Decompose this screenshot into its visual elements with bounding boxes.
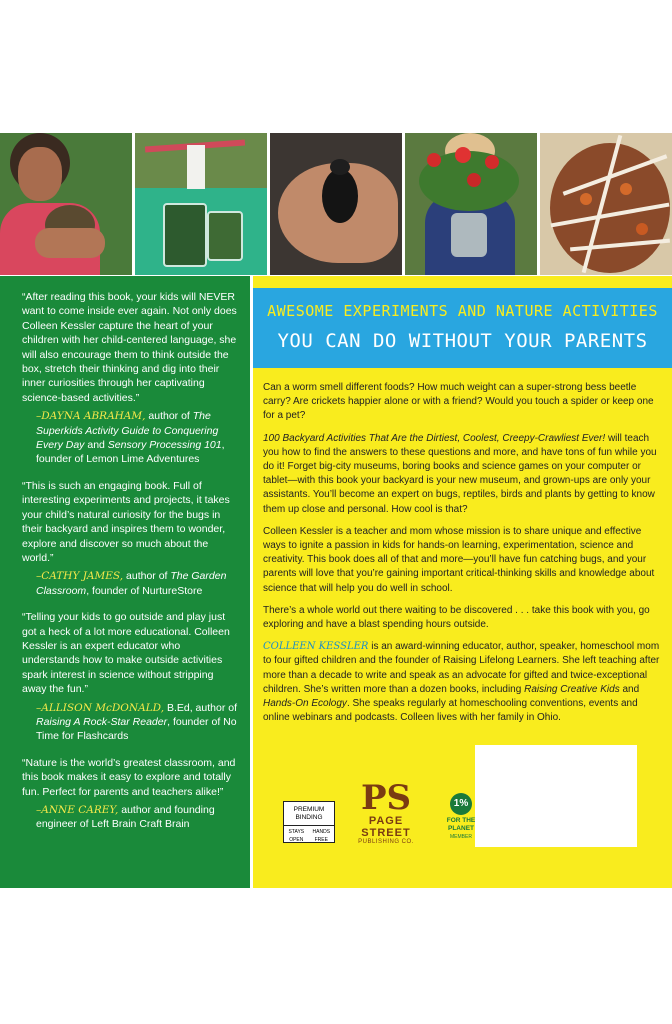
headline-line-2: YOU CAN DO WITHOUT YOUR PARENTS <box>277 330 648 352</box>
testimonial-attribution: –CATHY JAMES, author of The Garden Classroom, founder of NurtureStore <box>36 570 227 597</box>
page-street-mark: PS <box>360 778 412 818</box>
author-name: COLLEEN KESSLER <box>263 641 369 653</box>
paragraph-call-to-action: There’s a whole world out there waiting to be discovered . . . take this book with you, go exploring and have a blast spending hours outside. <box>263 604 650 631</box>
testimonial-quote: “Telling your kids to go outside and play just got a heck of a lot more educational. Colleen Kessler is an expert educator who understands how to make outside activities spark interest in science without stripping away the fun.” <box>22 611 230 696</box>
description-panel <box>253 276 672 888</box>
testimonial-quote: “After reading this book, your kids will NEVER want to come inside ever again. Not only does Colleen Kessler capture the heart of your children with her child-centered language, she will also encourage them to think outside the box, stretch their thinking and dig into their inner curiosities through her captivating science-based activities.” <box>22 291 237 404</box>
paragraph-questions: Can a worm smell different foods? How much weight can a super-strong bess beetle carry? Are crickets happier alone or with a friend? Would you touch a spider or keep one for a pet? <box>263 382 654 422</box>
testimonial-author: –ALLISON McDONALD, <box>36 701 165 714</box>
photo-jars-with-labels <box>135 133 267 275</box>
book-title: 100 Backyard Activities That Are the Dirtiest, Coolest, Creepy-Crawliest Ever! <box>263 432 606 444</box>
headline-band <box>253 288 672 368</box>
testimonials-panel <box>0 276 250 888</box>
photo-bug-hotel <box>540 133 672 275</box>
paragraph-author-bio: COLLEEN KESSLER is an award-winning educator, author, speaker, homeschool mom to four gifted children and the founder of Raising Lifelong Learners. She left teaching after more than a decade to write and speak as an advocate for gifted and twice-exceptional children. She’s written more than a dozen books, including Raising Creative Kids and Hands-On Ecology. She speaks regularly at homeschooling conventions, events and online webinars and podcasts. Colleen lives with her family in Ohio. <box>263 641 660 724</box>
testimonial-author: –CATHY JAMES, <box>36 570 124 583</box>
testimonial-attribution: –DAYNA ABRAHAM, author of The Superkids Activity Guide to Conquering Every Day and Sensory Processing 101, founder of Lemon Lime Adventures <box>36 410 225 466</box>
premium-binding-logo: PREMIUM BINDING STAYS OPEN HANDS FREE <box>283 801 335 843</box>
one-percent-for-the-planet-logo: 1% FOR THE PLANET MEMBER <box>441 793 481 853</box>
testimonial-1 <box>22 290 238 467</box>
barcode-placeholder <box>475 745 637 847</box>
photo-strip <box>0 133 672 275</box>
headline-line-1: AWESOME EXPERIMENTS AND NATURE ACTIVITIES <box>267 302 658 320</box>
publisher-logos <box>283 778 483 861</box>
body-text <box>263 381 663 733</box>
testimonial-3 <box>22 610 238 744</box>
testimonial-quote: “Nature is the world’s greatest classroom, and this book makes it easy to explore and totally fun. Perfect for parents and teachers alike!” <box>22 756 236 798</box>
testimonial-author: –DAYNA ABRAHAM, <box>36 410 146 423</box>
testimonial-attribution: –ANNE CAREY, author and founding engineer of Left Brain Craft Brain <box>36 804 215 831</box>
testimonial-2 <box>22 479 238 598</box>
testimonial-quote: “This is such an engaging book. Full of interesting experiments and projects, it takes your child’s natural curiosity for the bugs in their backyard and inspires them to wonder, explore and discover so much about the world.” <box>22 479 230 564</box>
photo-beetle-in-hand <box>270 133 402 275</box>
testimonial-author: –ANNE CAREY, <box>36 804 119 816</box>
paragraph-book-intro: 100 Backyard Activities That Are the Dirtiest, Coolest, Creepy-Crawliest Ever! will teach you how to find the answers to these questions and more, and have tons of fun while you do it! Forget big-city museums, boring books and science games on your computer or tablet—with this book your backyard is your new museum, and grown-ups are only your assistants. You’ll become an expert on bugs, reptiles, birds and plants by getting to know them up close and personal. How cool is that? <box>263 432 657 515</box>
planet-circle-icon: 1% <box>450 793 472 815</box>
testimonial-attribution: –ALLISON McDONALD, B.Ed, author of Raising A Rock-Star Reader, founder of No Time for Flashcards <box>36 701 238 743</box>
page-street-logo: PS PAGE STREET PUBLISHING CO. <box>351 781 421 857</box>
paragraph-mission: Colleen Kessler is a teacher and mom whose mission is to share unique and effective ways to ignite a passion in kids for hands-on learning, experimentation, science and creativity. This book does all of that and more—you’ll have fun catching bugs, and your parents will love that you’re gaining important critical-thinking skills and knowledge about science that will help you do well in school. <box>263 525 655 594</box>
photo-boy-with-flowers <box>405 133 537 275</box>
photo-girl-holding-toad <box>0 133 132 275</box>
testimonial-4 <box>22 756 238 832</box>
